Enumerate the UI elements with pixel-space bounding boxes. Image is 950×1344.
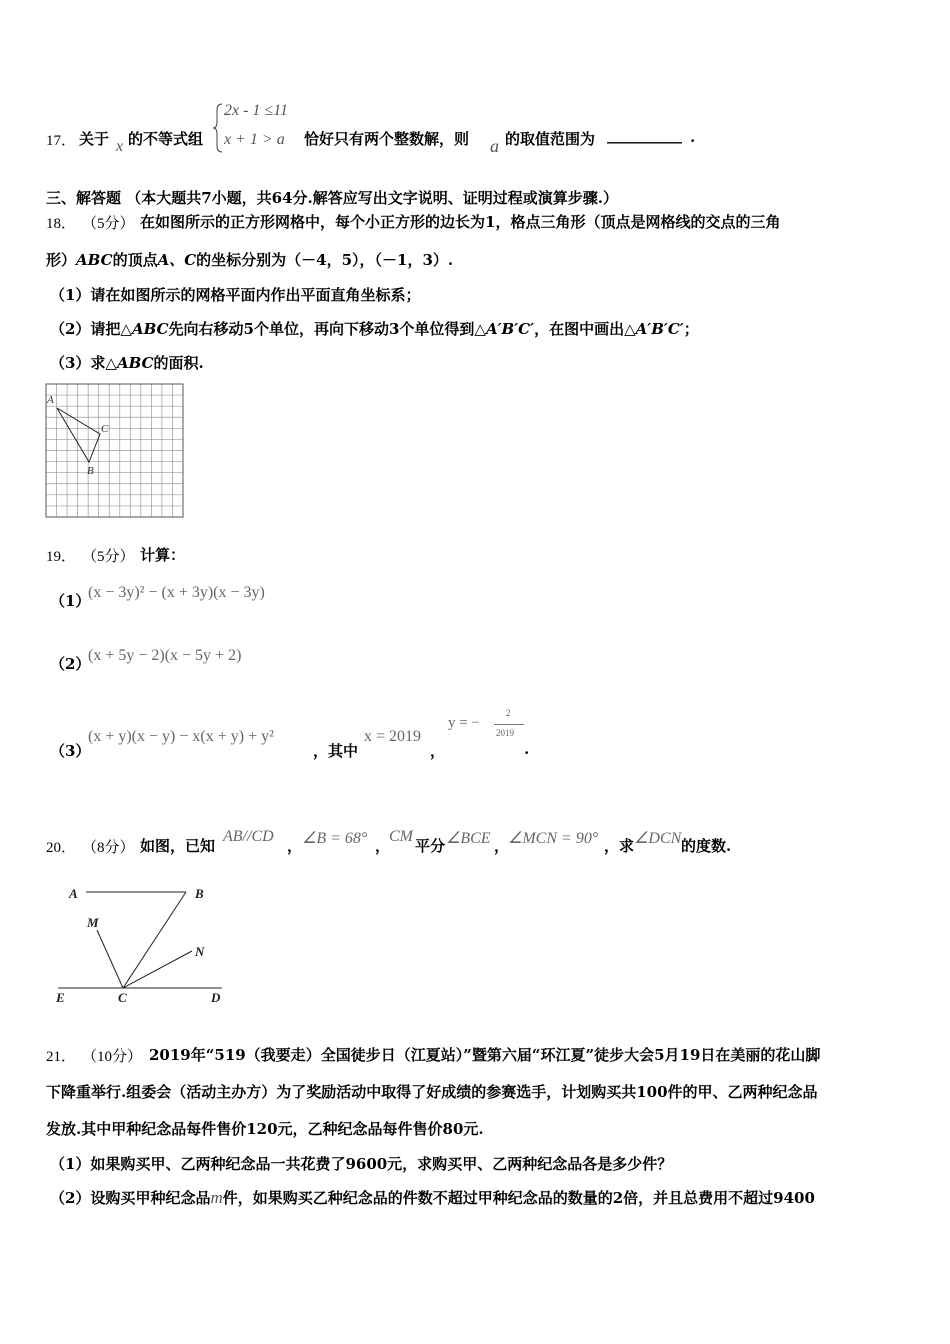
q18-part-2-prime-2: A′B′C′ <box>635 320 684 338</box>
q18-part-2-a: （2）请把△ <box>50 320 132 338</box>
ray-cn <box>123 951 192 988</box>
q18-part-3-abc: ABC <box>116 354 154 372</box>
q19-expression-1: (x − 3y)² − (x + 3y)(x − 3y) <box>88 584 265 601</box>
label-e: E <box>56 990 65 1005</box>
q17-text-2: 的不等式组 <box>128 130 204 148</box>
label-c: C <box>101 423 109 435</box>
q19-x-value: x = 2019 <box>364 728 422 745</box>
label-c: C <box>118 990 127 1005</box>
q17-var-x: x <box>116 138 124 155</box>
q17-number: 17． <box>46 133 77 149</box>
q19-comma: ， <box>430 742 446 760</box>
q18-line-2-e: 的坐标分别为（－4，5），（－1，3）. <box>196 251 454 269</box>
q19-expression-3: (x + y)(x − y) − x(x + y) + y² <box>88 728 274 745</box>
q17-text-4: 的取值范围为 <box>505 130 596 148</box>
grid-lines <box>46 384 183 517</box>
q18-line-1: 在如图所示的正方形网格中，每个小正方形的边长为1，格点三角形（顶点是网格线的交点的三角 <box>140 213 781 231</box>
q20-number: 20． <box>46 840 77 856</box>
q21-part-2-b: 件，如果购买乙种纪念品的件数不超过甲种纪念品的数量的2倍，并且总费用不超过9400 <box>222 1189 815 1207</box>
q20-comma-2: ， <box>375 837 391 855</box>
q18-line-2-a: 形） <box>46 251 77 269</box>
q21-line-2: 下降重举行.组委会（活动主办方）为了奖励活动中取得了好成绩的参赛选手，计划购买共100件的甲、乙两种纪念品 <box>46 1083 818 1101</box>
q19-where-text: ，其中 <box>313 742 359 760</box>
q18-part-2-c: 先向右移动5个单位，再向下移动3个单位得到△ <box>168 320 486 338</box>
q20-math-angle-b: ∠B = 68° <box>302 830 368 847</box>
section-3-heading: 三、解答题 （本大题共7小题，共64分.解答应写出文字说明、证明过程或演算步骤.） <box>46 189 618 207</box>
q19-part-3-label: （3） <box>50 742 91 760</box>
label-m: M <box>87 915 99 930</box>
q21-line-1: 2019年“519（我要走）全国徒步日（江夏站）”暨第六届“环江夏”徒步大会5月19日在美丽的花山脚 <box>149 1046 821 1064</box>
segment-cb <box>123 892 186 988</box>
q17-end: . <box>690 128 696 146</box>
q21-part-2 <box>50 1187 815 1208</box>
q19-y-numerator: 2 <box>506 708 511 718</box>
q19-title: 计算： <box>140 546 186 564</box>
q20-score: （8分） <box>82 840 135 856</box>
q18-line-2 <box>46 249 453 270</box>
q21-line-3: 发放.其中甲种纪念品每件售价120元，乙种纪念品每件售价80元. <box>46 1120 484 1138</box>
q20-math-cm: CM <box>389 828 413 845</box>
q18-grid-figure <box>44 382 186 520</box>
q19-y-value: y = − <box>448 715 480 731</box>
q20-math-angle-dcn: ∠DCN <box>634 830 682 847</box>
q18-part-2-prime-1: A′B′C′ <box>485 320 535 338</box>
q19-expression-2: (x + 5y − 2)(x − 5y + 2) <box>88 647 242 664</box>
q19-end: . <box>524 740 530 758</box>
q17-system-line-2: x + 1 > a <box>224 131 285 148</box>
ray-cm <box>97 930 123 988</box>
q21-score: （10分） <box>82 1049 143 1065</box>
q20-comma-1: ， <box>287 837 303 855</box>
q19-fraction-bar <box>494 724 524 725</box>
q20-text-bisect: 平分 <box>415 837 446 855</box>
q18-part-3 <box>50 352 204 373</box>
q18-part-2-g: ； <box>683 320 699 338</box>
q19-number: 19． <box>46 549 77 565</box>
q18-score: （5分） <box>82 216 135 232</box>
q21-number: 21． <box>46 1049 77 1065</box>
q21-part-1: （1）如果购买甲、乙两种纪念品一共花费了9600元，求购买甲、乙两种纪念品各是多少件？ <box>50 1155 673 1173</box>
q20-math-angle-bce: ∠BCE <box>446 830 491 847</box>
q18-line-2-abc: ABC <box>76 251 113 269</box>
q20-text-1: 如图，已知 <box>140 837 216 855</box>
label-a: A <box>69 886 78 901</box>
q21-var-m: m <box>210 1188 223 1207</box>
label-d: D <box>211 990 221 1005</box>
q19-part-2-label: （2） <box>50 655 91 673</box>
q18-part-2 <box>50 318 699 339</box>
label-a: A <box>47 394 54 406</box>
label-b: B <box>195 886 204 901</box>
q19-score: （5分） <box>82 549 135 565</box>
q20-math-angle-mcn: ∠MCN = 90° <box>508 830 599 847</box>
triangle-abc <box>57 408 100 462</box>
q19-y-denominator: 2019 <box>496 728 514 738</box>
q20-math-ab-cd: AB//CD <box>223 828 274 845</box>
q18-part-3-a: （3）求△ <box>50 354 117 372</box>
q17-text-3: 恰好只有两个整数解，则 <box>304 130 470 148</box>
q17-answer-blank: __________ <box>607 126 682 144</box>
q18-part-2-abc: ABC <box>131 320 169 338</box>
label-n: N <box>195 944 205 959</box>
q18-line-2-c: 的顶点 <box>112 251 158 269</box>
q21-part-2-a: （2）设购买甲种纪念品 <box>50 1189 211 1207</box>
q18-number: 18． <box>46 216 77 232</box>
label-b: B <box>87 465 94 477</box>
q20-text-find: ，求 <box>604 837 635 855</box>
q18-line-2-ac: A、C <box>157 251 197 269</box>
q17-text-1: 关于 <box>79 130 110 148</box>
q18-part-1: （1）请在如图所示的网格平面内作出平面直角坐标系； <box>50 286 421 304</box>
q18-part-2-e: ，在图中画出△ <box>534 320 636 338</box>
q20-text-degree: 的度数. <box>681 837 732 855</box>
q18-part-3-c: 的面积. <box>153 354 204 372</box>
q20-figure <box>50 878 240 1010</box>
q17-system-line-1: 2x - 1 ≤11 <box>224 102 289 119</box>
q19-part-1-label: （1） <box>50 592 91 610</box>
q17-var-a: a <box>490 136 499 156</box>
q20-comma-3: ， <box>494 837 510 855</box>
